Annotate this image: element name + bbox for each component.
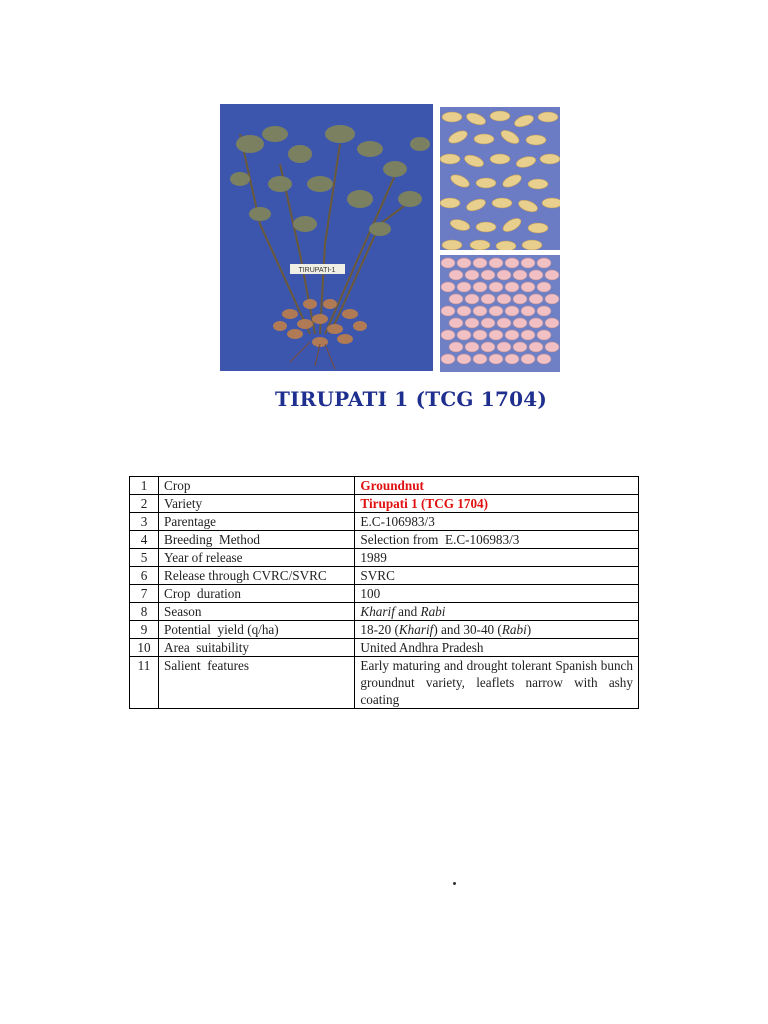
yield-rabi: Rabi	[501, 622, 527, 637]
table-row	[130, 531, 639, 549]
row-number: 3	[130, 513, 159, 531]
table-row	[130, 549, 639, 567]
kernels-photo	[440, 255, 560, 372]
page-title: TIRUPATI 1 (TCG 1704)	[274, 387, 548, 411]
table-row	[130, 603, 639, 621]
table-row	[130, 477, 639, 495]
row-label: Breeding Method	[159, 531, 355, 549]
row-value: E.C-106983/3	[355, 513, 639, 531]
pods-photo	[440, 107, 560, 250]
row-label: Variety	[159, 495, 355, 513]
season-rabi: Rabi	[420, 604, 446, 619]
row-number: 2	[130, 495, 159, 513]
row-number: 4	[130, 531, 159, 549]
row-number: 5	[130, 549, 159, 567]
season-joiner: and	[394, 604, 421, 619]
table-row	[130, 621, 639, 639]
row-value: 1989	[355, 549, 639, 567]
row-value: United Andhra Pradesh	[355, 639, 639, 657]
row-value	[355, 603, 639, 621]
row-label: Year of release	[159, 549, 355, 567]
row-value	[355, 621, 639, 639]
yield-kharif: Kharif	[398, 622, 434, 637]
row-label: Crop	[159, 477, 355, 495]
spec-table	[129, 476, 639, 709]
table-row	[130, 567, 639, 585]
row-number: 9	[130, 621, 159, 639]
row-number: 7	[130, 585, 159, 603]
row-label: Parentage	[159, 513, 355, 531]
table-row	[130, 495, 639, 513]
table-row	[130, 513, 639, 531]
row-label: Release through CVRC/SVRC	[159, 567, 355, 585]
row-label: Potential yield (q/ha)	[159, 621, 355, 639]
footer-mark	[453, 882, 456, 885]
table-row	[130, 585, 639, 603]
row-value: Groundnut	[355, 477, 639, 495]
row-label: Salient features	[159, 657, 355, 709]
row-number: 1	[130, 477, 159, 495]
row-number: 11	[130, 657, 159, 709]
plant-label-tag: TIRUPATI-1	[298, 267, 336, 274]
row-value: Tirupati 1 (TCG 1704)	[355, 495, 639, 513]
row-number: 6	[130, 567, 159, 585]
row-number: 10	[130, 639, 159, 657]
season-kharif: Kharif	[360, 604, 395, 619]
yield-part: )	[526, 622, 532, 637]
row-value: SVRC	[355, 567, 639, 585]
row-value: Early maturing and drought tolerant Spanish bunch groundnut variety, leaflets narrow with ashy coating	[355, 657, 639, 709]
plant-photo	[220, 104, 433, 371]
row-value: 100	[355, 585, 639, 603]
table-row	[130, 657, 639, 709]
row-label: Area suitability	[159, 639, 355, 657]
table-row	[130, 639, 639, 657]
row-label: Season	[159, 603, 355, 621]
yield-part: 18-20 (	[360, 622, 399, 637]
yield-part: ) and 30-40 (	[433, 622, 502, 637]
row-number: 8	[130, 603, 159, 621]
row-label: Crop duration	[159, 585, 355, 603]
row-value: Selection from E.C-106983/3	[355, 531, 639, 549]
